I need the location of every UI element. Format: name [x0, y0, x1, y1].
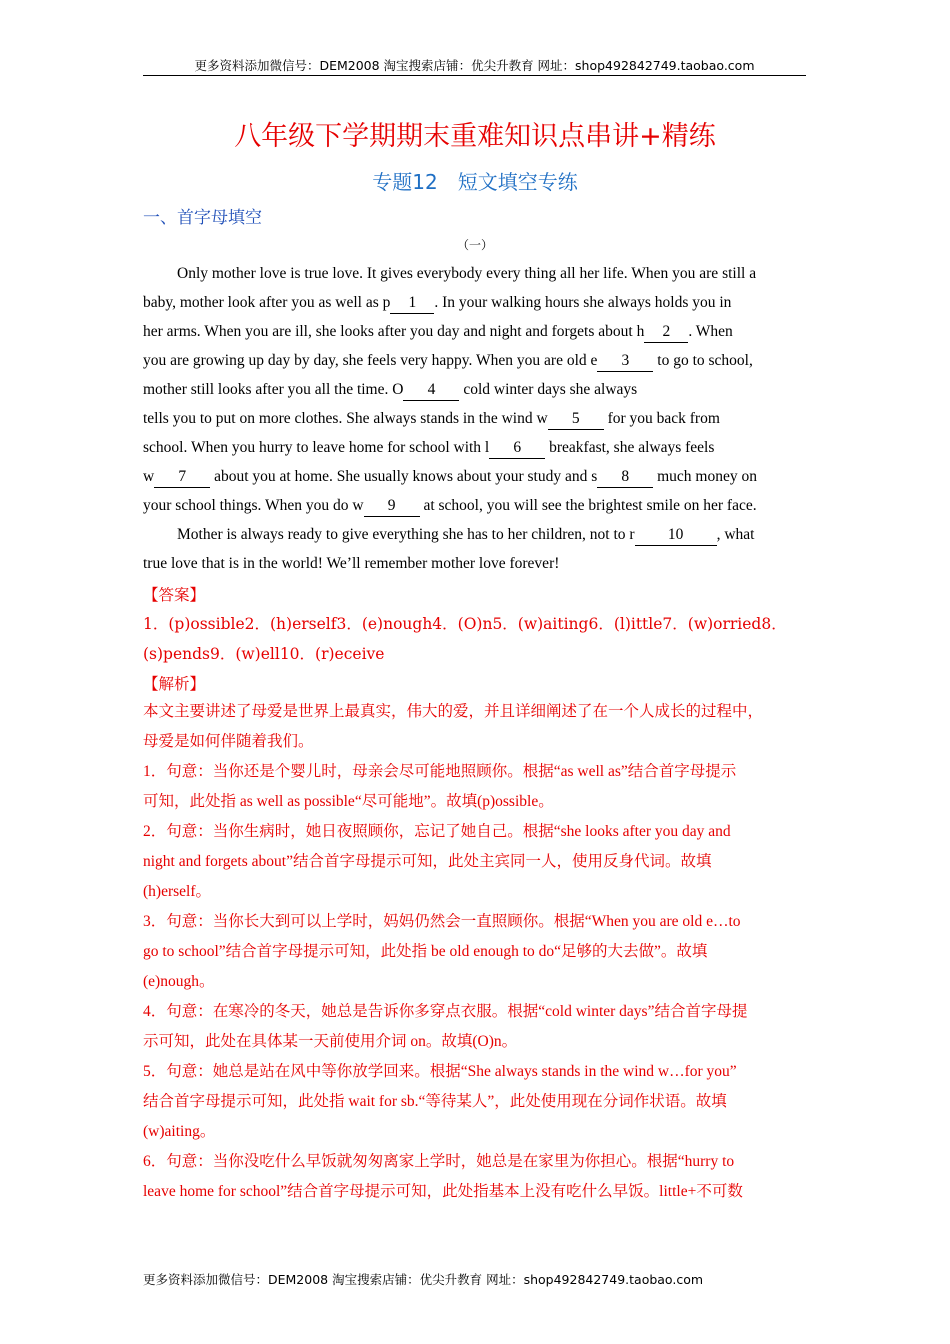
analysis-line: go to school”结合首字母提示可知，此处指 be old enough to do“足够的大去做”。故填: [143, 943, 708, 960]
passage-line: school. When you hurry to leave home for school with l 6 breakfast, she always feels: [143, 433, 808, 462]
section-heading: 一、首字母填空: [143, 208, 262, 228]
answers-line: (s)pends9．(w)ell10．(r)eceive: [143, 645, 385, 663]
blank-8: 8: [597, 467, 653, 488]
blank-4: 4: [403, 380, 459, 401]
answers-line: 1．(p)ossible2．(h)erself3．(e)nough4．(O)n5．(w)aiting6．(l)ittle7．(w)orried8．: [143, 615, 787, 633]
analysis-line: 本文主要讲述了母爱是世界上最真实，伟大的爱，并且详细阐述了在一个人成长的过程中，: [143, 703, 764, 720]
passage-line: your school things. When you do w 9 at school, you will see the brightest smile on her face.: [143, 491, 808, 520]
passage-line: tells you to put on more clothes. She always stands in the wind w 5 for you back from: [143, 404, 808, 433]
analysis-line: 3．句意：当你长大到可以上学时，妈妈仍然会一直照顾你。根据“When you are old e…to: [143, 913, 741, 930]
passage-line: you are growing up day by day, she feels very happy. When you are old e 3 to go to school,: [143, 346, 808, 375]
blank-6: 6: [489, 438, 545, 459]
passage-line: Only mother love is true love. It gives everybody every thing all her life. When you are still a: [177, 265, 757, 282]
analysis-line: 结合首字母提示可知，此处指 wait for sb.“等待某人”，此处使用现在分词作状语。故填: [143, 1093, 727, 1110]
passage-line: Mother is always ready to give everything she has to her children, not to r 10 , what: [143, 520, 808, 549]
analysis-line: (e)nough。: [143, 973, 215, 990]
blank-3: 3: [597, 351, 653, 372]
analysis-tag: 【解析】: [143, 675, 206, 693]
passage-line: w 7 about you at home. She usually knows about your study and s 8 much money on: [143, 462, 808, 491]
passage: [143, 259, 808, 578]
page-header: 更多资料添加微信号：DEM2008 淘宝搜索店铺：优尖升教育 网址：shop492842749.taobao.com: [194, 58, 755, 73]
analysis-line: 1．句意：当你还是个婴儿时，母亲会尽可能地照顾你。根据“as well as”结合首字母提示: [143, 763, 737, 780]
analysis-line: (h)erself。: [143, 883, 211, 900]
page-title: 八年级下学期期末重难知识点串讲+精练: [234, 121, 716, 152]
analysis-line: leave home for school”结合首字母提示可知，此处指基本上没有吃什么早饭。little+不可数: [143, 1183, 743, 1200]
analysis-line: 6．句意：当你没吃什么早饭就匆匆离家上学时，她总是在家里为你担心。根据“hurry to: [143, 1153, 735, 1170]
passage-line: mother still looks after you all the time. O 4 cold winter days she always: [143, 375, 808, 404]
blank-2: 2: [644, 322, 688, 343]
answer-tag: 【答案】: [143, 586, 206, 604]
analysis-line: 5．句意：她总是站在风中等你放学回来。根据“She always stands in the wind w…for you”: [143, 1063, 737, 1080]
blank-1: 1: [390, 293, 434, 314]
part-label: （一）: [456, 238, 493, 252]
blank-7: 7: [154, 467, 210, 488]
analysis-line: (w)aiting。: [143, 1123, 216, 1140]
header-divider: [143, 75, 806, 76]
analysis-line: night and forgets about”结合首字母提示可知，此处主宾同一人，使用反身代词。故填: [143, 853, 712, 870]
analysis-line: 2．句意：当你生病时，她日夜照顾你，忘记了她自己。根据“she looks after you day and: [143, 823, 731, 840]
passage-line: true love that is in the world! We’ll remember mother love forever!: [143, 555, 560, 572]
page-footer: 更多资料添加微信号：DEM2008 淘宝搜索店铺：优尖升教育 网址：shop492842749.taobao.com: [143, 1272, 704, 1287]
page-subtitle: 专题12 短文填空专练: [372, 170, 578, 194]
passage-line: her arms. When you are ill, she looks after you day and night and forgets about h 2 . When: [143, 317, 808, 346]
blank-5: 5: [548, 409, 604, 430]
blank-9: 9: [364, 496, 420, 517]
analysis-line: 可知，此处指 as well as possible“尽可能地”。故填(p)ossible。: [143, 793, 554, 810]
analysis-text: [143, 697, 808, 1207]
blank-10: 10: [635, 525, 717, 546]
analysis-line: 示可知，此处在具体某一天前使用介词 on。故填(O)n。: [143, 1033, 518, 1050]
analysis-line: 母爱是如何伴随着我们。: [143, 733, 314, 750]
passage-line: baby, mother look after you as well as p 1 . In your walking hours she always holds you in: [143, 288, 808, 317]
analysis-line: 4．句意：在寒冷的冬天，她总是告诉你多穿点衣服。根据“cold winter days”结合首字母提: [143, 1003, 748, 1020]
